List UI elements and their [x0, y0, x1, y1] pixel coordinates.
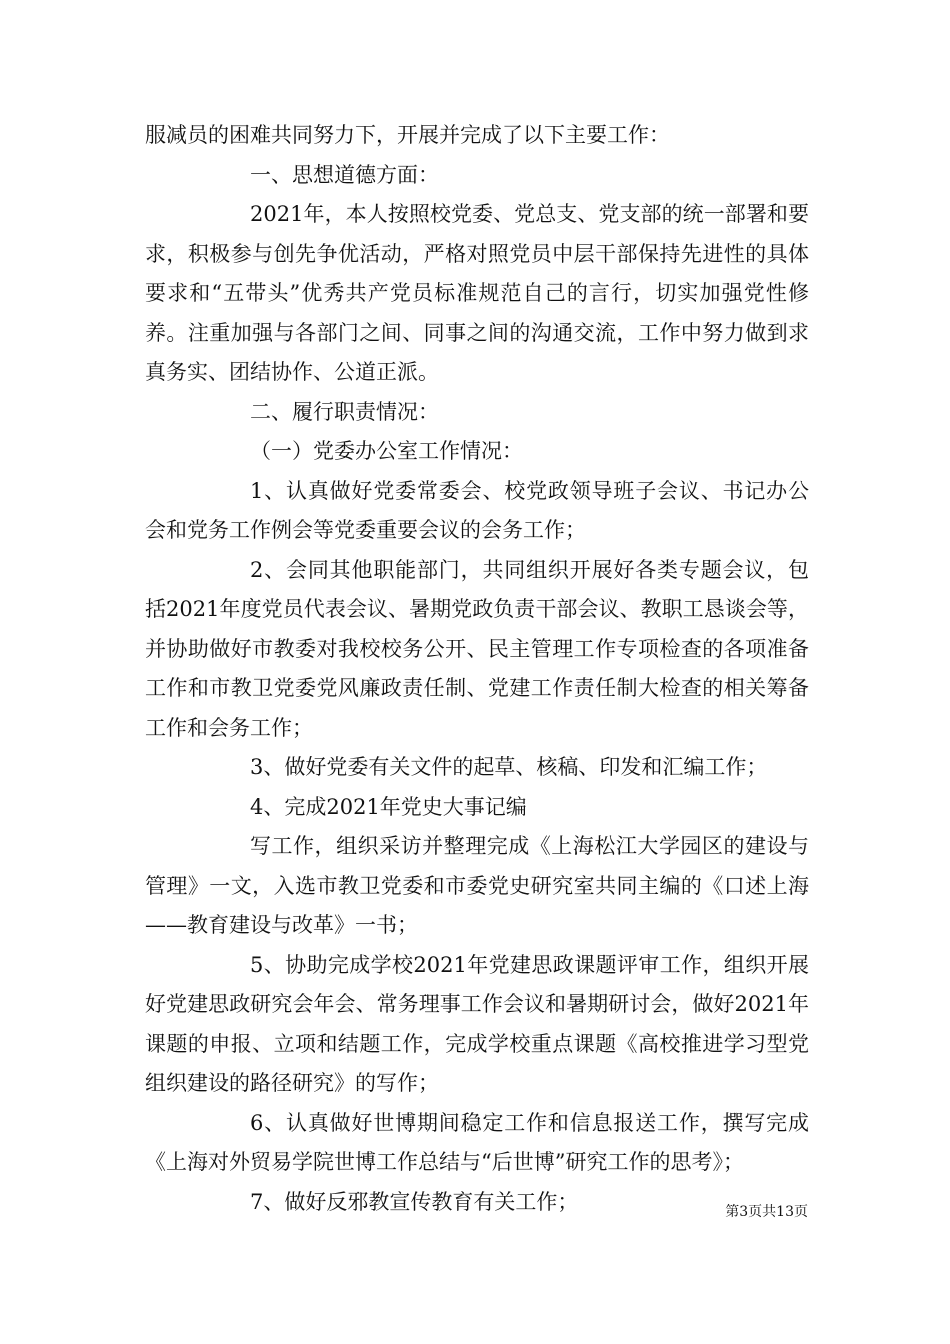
section-heading-duties: 二、履行职责情况：: [250, 399, 439, 424]
paragraph-ideology: 2021年，本人按照校党委、党总支、党支部的统一部署和要求，积极参与创先争优活动，严格对照党员中层干部保持先进性的具体要求和“五带头”优秀共产党员标准规范自己的言行，切实加强党性修养。注重加强与各部门之间、同事之间的沟通交流，工作中努力做到求真务实、团结协作、公道正派。: [145, 202, 809, 384]
paragraph-continuation: 服减员的困难共同努力下，开展并完成了以下主要工作：: [145, 123, 670, 147]
list-item-1: 1、认真做好党委常委会、校党政领导班子会议、书记办公会和党务工作例会等党委重要会议的会务工作；: [145, 478, 809, 542]
list-item-3: 3、做好党委有关文件的起草、核稿、印发和汇编工作；: [250, 755, 768, 779]
list-item-4: 4、完成2021年党史大事记编: [250, 794, 527, 819]
subsection-heading-party-office: （一）党委办公室工作情况：: [250, 439, 523, 463]
list-item-5: 5、协助完成学校2021年党建思政课题评审工作，组织开展好党建思政研究会年会、常务理事工作会议和暑期研讨会，做好2021年课题的申报、立项和结题工作，完成学校重点课题《高校推进学习型党组织建设的路径研究》的写作；: [145, 952, 809, 1095]
page-number-footer: 第3页共13页: [725, 1204, 808, 1220]
list-item-4-continued: 写工作，组织采访并整理完成《上海松江大学园区的建设与管理》一文，入选市教卫党委和市委党史研究室共同主编的《口述上海——教育建设与改革》一书；: [145, 834, 809, 937]
section-heading-ideology: 一、思想道德方面：: [250, 162, 439, 187]
list-item-6: 6、认真做好世博期间稳定工作和信息报送工作，撰写完成《上海对外贸易学院世博工作总结与“后世博”研究工作的思考》；: [145, 1110, 809, 1174]
list-item-2: 2、会同其他职能部门，共同组织开展好各类专题会议，包括2021年度党员代表会议、暑期党政负责干部会议、教职工恳谈会等，并协助做好市教委对我校校务公开、民主管理工作专项检查的各项准备工作和市教卫党委党风廉政责任制、党建工作责任制大检查的相关筹备工作和会务工作；: [145, 557, 809, 740]
list-item-7: 7、做好反邪教宣传教育有关工作；: [250, 1189, 579, 1214]
document-body: [145, 116, 809, 1222]
